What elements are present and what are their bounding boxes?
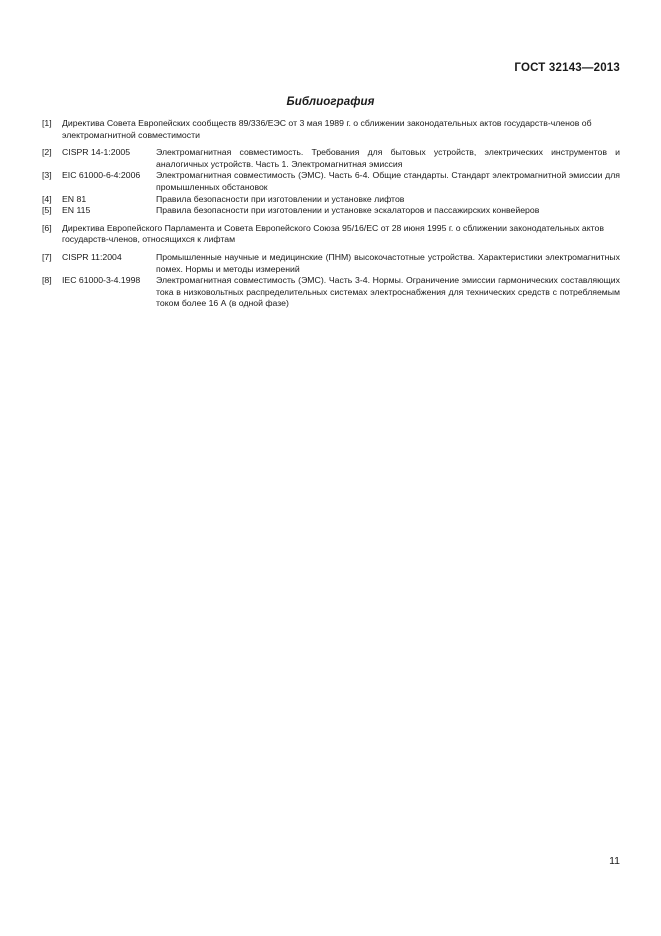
page-title: Библиография: [286, 95, 375, 108]
bibliography-list: [42, 112, 620, 310]
bibliography-entry-marker: [5]: [42, 205, 52, 216]
bibliography-entry-code: CISPR 14-1:2005: [62, 147, 131, 158]
bibliography-entry: [42, 223, 620, 246]
bibliography-entry-marker: [8]: [42, 275, 52, 286]
bibliography-entry: [42, 170, 620, 193]
bibliography-entry-marker: [4]: [42, 193, 52, 204]
bibliography-entry-text: Электромагнитная совместимость. Требования для бытовых устройств, электрических инструментов и аналогичных устройств. Часть 1. Электромагнитная эмиссия: [156, 147, 620, 169]
bibliography-entry-text: Электромагнитная совместимость (ЭМС). Часть 3-4. Нормы. Ограничение эмиссии гармонических составляющих тока в низковольтных распределительных системах электроснабжения для технических средств с потребляемым током более 16 А (в одной фазе): [156, 275, 620, 309]
bibliography-entry-code: CISPR 11:2004: [62, 251, 122, 262]
bibliography-entry-text: Директива Совета Европейских сообществ 89/336/ЕЭС от 3 мая 1989 г. о сближении законодательных актов государств-членов об электромагнитной совместимости: [62, 118, 592, 140]
bibliography-entry-text: Правила безопасности при изготовлении и установке эскалаторов и пассажирских конвейеров: [156, 205, 540, 216]
bibliography-entry-text: Электромагнитная совместимость (ЭМС). Часть 6-4. Общие стандарты. Стандарт электромагнитной эмиссии для промышленных обстановок: [156, 170, 620, 192]
bibliography-entry-marker: [2]: [42, 147, 52, 158]
bibliography-entry-marker: [1]: [42, 118, 52, 128]
bibliography-entry-text: Директива Европейского Парламента и Совета Европейского Союза 95/16/ЕС от 28 июня 1995 г. о сближении законодательных актов государств-членов, относящихся к лифтам: [62, 222, 604, 245]
running-header-standard-id: ГОСТ 32143—2013: [514, 62, 620, 74]
bibliography-entry: [42, 252, 620, 275]
bibliography-entry: [42, 194, 620, 206]
bibliography-entry: [42, 275, 620, 310]
bibliography-entry-marker: [6]: [42, 222, 52, 233]
bibliography-entry-text: Промышленные научные и медицинские (ПНМ) высокочастотные устройства. Характеристики электромагнитных помех. Нормы и методы измерений: [156, 251, 620, 274]
bibliography-entry-code: EIC 61000-6-4:2006: [62, 170, 141, 181]
bibliography-entry-code: EN 81: [62, 193, 87, 204]
bibliography-entry-code: EN 115: [62, 205, 91, 216]
bibliography-entry-marker: [3]: [42, 170, 52, 181]
bibliography-entry: [42, 205, 620, 217]
page-number: 11: [609, 855, 620, 867]
bibliography-entry: [42, 147, 620, 170]
bibliography-entry: [42, 118, 620, 141]
bibliography-entry-text: Правила безопасности при изготовлении и установке лифтов: [156, 193, 405, 204]
bibliography-entry-marker: [7]: [42, 251, 52, 262]
bibliography-entry-code: IEC 61000-3-4.1998: [62, 275, 141, 286]
